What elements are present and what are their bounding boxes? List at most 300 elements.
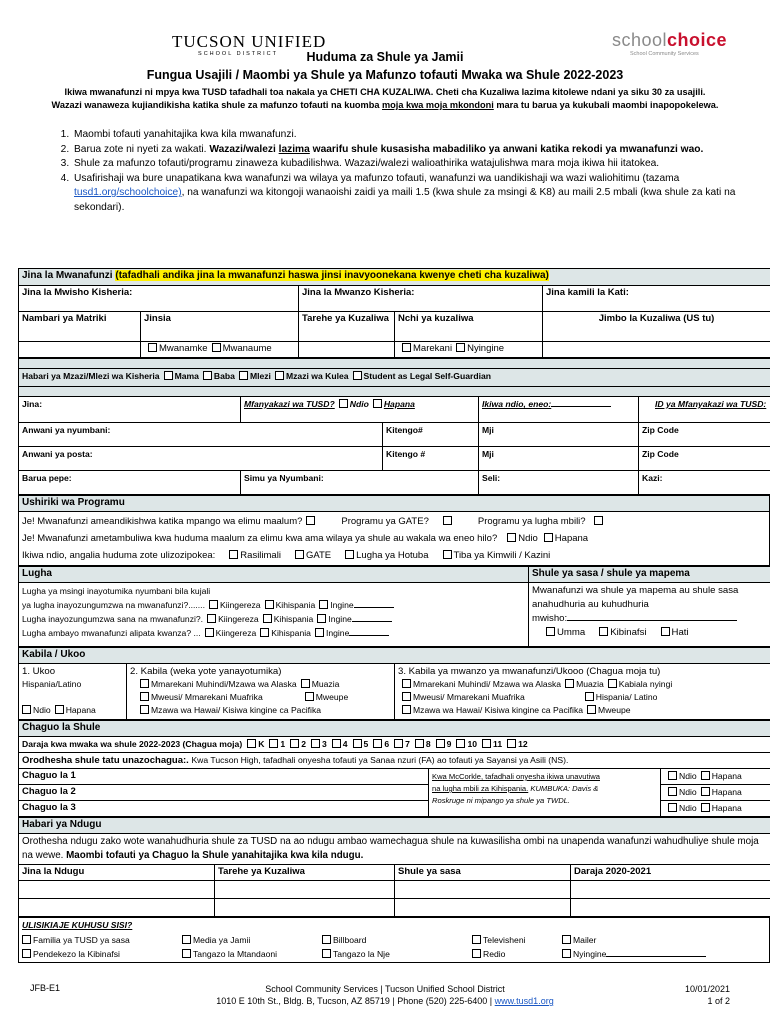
sibling-1-name[interactable] [19,881,215,899]
rules-list [46,128,746,215]
choice-2-yes: Ndio [679,787,697,797]
intro-text [40,86,730,112]
how-heard-checkbox[interactable] [562,935,571,944]
grade-checkbox-5[interactable] [332,739,341,748]
choice-2-options [661,785,770,801]
how-heard-item [182,947,322,961]
home-phone-field[interactable] [241,471,479,495]
how-heard-checkbox[interactable] [182,935,191,944]
preschool-info [529,583,770,647]
footer-site-link[interactable]: www.tusd1.org [494,996,554,1006]
relation-label-5: Student as Legal Self-Guardian [363,371,492,381]
choice-3-no-checkbox[interactable] [701,803,710,812]
how-heard-checkbox[interactable] [322,949,331,958]
primary-race-option-6: Mzawa wa Hawai/ Kisiwa kingine ca Pacifika [413,705,584,715]
email-label: Barua pepe: [22,473,72,483]
grade-checkbox-7[interactable] [373,739,382,748]
language-label-1: Kiingereza [218,614,259,624]
employee-location-label: Ikiwa ndio, eneo: [482,399,552,409]
how-heard-checkbox[interactable] [182,949,191,958]
how-heard-label: Tangazo la Nje [333,949,390,959]
home-unit-field[interactable] [383,423,479,447]
footer-line-2: 1010 E 10th St., Bldg. B, Tucson, AZ 85719 | Phone (520) 225-6400 | [216,996,493,1006]
grade-label-10: 9 [446,739,452,749]
dob-label: Tarehe ya Kuzaliwa [302,313,389,324]
footer-date: 10/01/2021 [684,984,730,994]
grade-checkbox-3[interactable] [290,739,299,748]
service-checkbox-1[interactable] [229,550,238,559]
primary-race-option-2: Muazia [576,679,604,689]
hispanic-yes: Ndio [33,705,51,715]
rank-note: Kwa Tucson High, tafadhali onyesha tofauti ya Sanaa nzuri (FA) ao tofauti ya Sayansi ya Asili (NS). [191,755,569,765]
preschool-b: anahudhuria au kuhudhuria [532,599,649,610]
sibling-2-school[interactable] [395,899,571,917]
form-code: JFB-E1 [30,983,61,993]
preschool-c: mwisho: [532,613,568,624]
sibling-1-grade[interactable] [571,881,770,899]
language-section [18,566,770,647]
race-checkbox-5[interactable] [140,705,149,714]
sibling-col-school: Shule ya sasa [395,865,571,881]
choice-3-no: Hapana [711,803,742,813]
relation-checkbox-3[interactable] [239,371,248,380]
choice-3-options [661,801,770,817]
mccorkle-note [429,769,661,817]
sibling-col-name: Jina la Ndugu [19,865,215,881]
mail-city-field[interactable] [479,447,639,471]
tusd-employee-no: Hapana [383,399,415,409]
language-questions [19,583,529,647]
language-title: Lugha [19,567,529,583]
primary-race-checkbox-5[interactable] [585,692,594,701]
how-heard-checkbox[interactable] [472,935,481,944]
relation-checkbox-5[interactable] [353,371,362,380]
rank-label: Orodhesha shule tatu unazochagua:. [22,755,189,766]
special-ed-checkbox[interactable] [306,516,315,525]
grade-checkbox-6[interactable] [353,739,362,748]
how-heard-checkbox[interactable] [22,949,31,958]
grade-checkbox-10[interactable] [436,739,445,748]
cell-phone-label: Seli: [482,473,501,483]
grade-checkbox-8[interactable] [394,739,403,748]
how-heard-item [322,933,472,947]
mccorkle-b: na lugha mbili za Kihispania. [432,784,529,793]
choice-1-no: Hapana [711,771,742,781]
student-title-note: (tafadhali andika jina la mwanafunzi haswa jinsi inavyoonekana kwenye cheti cha kuzaliwa) [115,270,549,281]
grade-label-5: 4 [342,739,348,749]
country-options [395,342,543,358]
rule-2-d: waarifu shule kusasisha mabadiliko ya anwani katika rekodi ya mwanafunzi wao. [312,143,704,155]
grade-label-11: 10 [467,739,478,749]
last-name-label: Jina la Mwisho Kisheria: [22,287,133,298]
email-field[interactable] [19,471,241,495]
how-heard-row-1 [22,933,766,947]
home-address-field[interactable] [19,423,383,447]
language-q1b: ya lugha inayozungumzwa na mwanafunzi?....... [22,600,205,610]
siblings-section [18,817,770,917]
tusd-logo-sub: SCHOOL DISTRICT [198,51,278,57]
tusd-employee-no-checkbox[interactable] [373,399,382,408]
language-checkbox-2[interactable] [260,628,269,637]
gender-checkbox-female[interactable] [148,343,157,352]
language-checkbox-3[interactable] [317,614,326,623]
language-checkbox-1[interactable] [205,628,214,637]
choice-2-no: Hapana [711,787,742,797]
race-checkbox-2[interactable] [301,679,310,688]
language-checkbox-2[interactable] [263,614,272,623]
grade-label-12: 11 [493,739,503,749]
sibling-2-name[interactable] [19,899,215,917]
how-heard-checkbox[interactable] [472,949,481,958]
page-title: Huduma za Shule ya Jamii [306,50,464,64]
employee-location-field[interactable] [479,397,639,423]
language-checkbox-2[interactable] [265,600,274,609]
tusd-employee-field [241,397,479,423]
language-other-input[interactable] [349,635,389,636]
student-section [18,268,770,358]
primary-race-checkbox-2[interactable] [565,679,574,688]
primary-race-option-4: Mweusi/ Mmarekani Muafrika [413,692,525,702]
hispanic-no-checkbox[interactable] [55,705,64,714]
program-q3: Ikiwa ndio, angalia huduma zote ulizozipokea: [22,550,216,561]
mail-address-field[interactable] [19,447,383,471]
language-q3: Lugha ambayo mwanafunzi alipata kwanza? ... [22,628,201,638]
grade-checkbox-13[interactable] [507,739,516,748]
grade-label-13: 12 [518,739,528,749]
service-label-2: GATE [305,550,332,561]
hispanic-label: Hispania/Latino [22,679,82,689]
sibling-1-school[interactable] [395,881,571,899]
grade-label-9: 8 [425,739,431,749]
siblings-desc-b: wahudhuliye shule moja na wewe. [22,836,759,861]
mail-zip-label: Zip Code [642,449,679,459]
how-heard-checkbox[interactable] [22,935,31,944]
page-subtitle: Fungua Usajili / Maombi ya Shule ya Mafunzo tofauti Mwaka wa Shule 2022-2023 [146,68,624,82]
how-heard-checkbox[interactable] [322,935,331,944]
grade-checkbox-2[interactable] [269,739,278,748]
tusd-logo-main: TUCSON UNIFIED [172,32,327,51]
language-checkbox-3[interactable] [319,600,328,609]
primary-race-option-7: Mweupe [598,705,631,715]
services-options [215,550,550,561]
school-choice-title: Chaguo la Shule [19,721,770,737]
primary-race-option-3: Kabiala nyingi [618,679,673,689]
program-questions [19,512,770,566]
country-usa-checkbox[interactable] [402,343,411,352]
state-label: Jimbo la Kuzaliwa (US tu) [598,313,715,324]
parent-name-field[interactable] [19,397,241,423]
gender-option-2: Mwanaume [222,343,272,354]
how-heard-label: Billboard [333,935,367,945]
parent-spacer-2 [19,387,770,397]
home-address-label: Anwani ya nyumbani: [22,425,111,435]
sibling-1-dob[interactable] [215,881,395,899]
relation-checkbox-4[interactable] [275,371,284,380]
how-heard-item [562,947,762,961]
how-heard-section [18,917,770,963]
preschool-type-label-2: Kibinafsi [610,627,647,638]
relation-label-3: Mlezi [249,371,271,381]
mail-unit-field[interactable] [383,447,479,471]
grade-checkbox-11[interactable] [456,739,465,748]
language-q3-options [201,628,390,638]
program-title: Ushiriki wa Programu [19,496,770,512]
how-heard-other-input[interactable] [606,956,706,957]
current-school-title: Shule ya sasa / shule ya mapema [529,567,770,583]
how-heard-item [322,947,472,961]
sibling-2-dob[interactable] [215,899,395,917]
state-cell-2 [543,342,770,358]
grade-label-7: 6 [384,739,390,749]
language-q2: Lugha inayozungumzwa sana na mwanafunzi?. [22,614,204,624]
matric-field[interactable] [19,312,141,342]
parent-rel-row [19,369,770,387]
program-q1: Je! Mwanafunzi ameandikishwa katika mpango wa elimu maalum? [22,516,303,527]
preschool-type-checkbox-2[interactable] [599,627,608,636]
how-heard-options [19,932,770,963]
choice-2-field[interactable] [19,785,429,801]
schoolchoice-link[interactable]: tusd1.org/schoolchoice) [74,187,182,198]
language-label-2: Kihispania [273,614,314,624]
how-heard-label: Redio [483,949,506,959]
choice-3-field[interactable] [19,801,429,817]
primary-race-checkbox-4[interactable] [402,692,411,701]
race-option-5: Mzawa wa Hawai/ Kisiwa kingine ca Pacifika [151,705,322,715]
footer-line-1: School Community Services | Tucson Unified School District [265,984,505,994]
intro-underline: moja kwa moja mkondoni [382,100,494,110]
choice-1-field[interactable] [19,769,429,785]
state-field[interactable] [543,312,770,342]
page-footer [0,981,770,1021]
how-heard-item [22,947,182,961]
preschool-name-input[interactable] [567,620,737,621]
siblings-desc-a: Orothesha ndugu zako wote wanahudhuria shule za TUSD na ao ndugu ambao wamechagua shule na kuwasilisha ombi na unapenda wanafunzi [22,836,652,847]
gender-checkbox-male[interactable] [212,343,221,352]
home-phone-label: Simu ya Nyumbani: [244,473,324,483]
country-usa-label: Marekani [413,343,453,354]
primary-race-option-5: Hispania/ Latino [595,692,658,702]
program-dual-label: Programu ya lugha mbili? [477,516,586,527]
ethnicity-section [18,647,770,720]
language-label-3: Ingine [325,628,350,638]
first-name-field[interactable] [299,286,543,312]
sc-logo-sub: School Community Services [630,51,699,57]
language-other-input[interactable] [352,621,392,622]
language-checkbox-1[interactable] [209,600,218,609]
how-heard-item [472,947,562,961]
work-phone-field[interactable] [639,471,770,495]
choice-1-no-checkbox[interactable] [701,771,710,780]
home-zip-label: Zip Code [642,425,679,435]
student-header [19,269,770,286]
hispanic-no: Hapana [65,705,96,715]
ethnicity-col-2 [127,664,395,720]
preschool-type-checkbox-1[interactable] [546,627,555,636]
grade-checkbox-4[interactable] [311,739,320,748]
middle-name-label: Jina kamili la Kati: [546,287,629,298]
choice-3-label: Chaguo la 3 [22,802,76,813]
how-heard-item [472,933,562,947]
primary-race-checkbox-3[interactable] [608,679,617,688]
grade-label-3: 2 [301,739,306,749]
choice-3-yes: Ndio [679,803,697,813]
language-checkbox-3[interactable] [315,628,324,637]
employee-id-label: ID ya Mfanyakazi wa TUSD: [655,399,767,409]
language-q1: Lugha ya msingi inayotumika nyumbani bila kujali [22,586,211,596]
choice-1-yes-checkbox[interactable] [668,771,677,780]
mail-zip-field[interactable] [639,447,770,471]
hispanic-yes-checkbox[interactable] [22,705,31,714]
home-city-label: Mji [482,425,494,435]
race-checkbox-3[interactable] [140,692,149,701]
grade-checkbox-1[interactable] [247,739,256,748]
employee-id-field[interactable] [639,397,770,423]
primary-race-option-1: Mmarekani Muhindi/ Mzawa wa Alaska [413,679,562,689]
how-heard-label: Mailer [573,935,597,945]
rule-2-b: Wazazi/walezi [209,143,276,155]
program-q2: Je! Mwanafunzi ametambuliwa kwa huduma maalum za elimu kwa ama wilaya ya shule au wakala wa eneo hilo? [22,533,498,544]
rule-2 [72,143,746,158]
race-option-3: Mweusi/ Mmarekani Muafrika [151,692,263,702]
tusd-employee-yes: Ndio [349,399,369,409]
application-form [18,268,770,963]
country-other-checkbox[interactable] [456,343,465,352]
gender-field [141,312,299,342]
intro-line-3: mara tu barua ya kukubali maombi inapopokelewa. [496,100,719,110]
choice-1-yes: Ndio [679,771,697,781]
parent-rel-options [160,371,491,381]
country-field [395,312,543,342]
home-zip-field[interactable] [639,423,770,447]
race-option-4: Mweupe [315,692,349,702]
grade-label-1: K [258,739,265,749]
service-label-4: Tiba ya Kimwili / Kazini [453,550,551,561]
choice-2-no-checkbox[interactable] [701,787,710,796]
sibling-col-grade: Daraja 2020-2021 [571,865,770,881]
service-label-1: Rasilimali [240,550,281,561]
identified-no-checkbox[interactable] [544,533,553,542]
parent-name-label: Jina: [22,399,43,409]
intro-line-2: Wazazi wanaweza kujiandikisha katika shule za mafunzo tofauti na kuomba [51,100,380,110]
service-checkbox-4[interactable] [443,550,452,559]
preschool-type-checkbox-3[interactable] [661,627,670,636]
mail-unit-label: Kitengo # [386,449,426,459]
primary-race-checkbox-7[interactable] [587,705,596,714]
sibling-2-grade[interactable] [571,899,770,917]
ethnicity-title: Kabila / Ukoo [19,648,770,664]
grade-checkbox-9[interactable] [415,739,424,748]
home-city-field[interactable] [479,423,639,447]
grade-label-8: 7 [405,739,410,749]
tusd-employee-yes-checkbox[interactable] [339,399,348,408]
preschool-type-label-3: Hati [671,627,689,638]
language-label-3: Ingine [328,614,352,624]
race-checkbox-1[interactable] [140,679,149,688]
rule-2-a: Barua zote ni nyeti za wakati. [74,143,207,155]
rank-row [19,753,770,769]
how-heard-row-2 [22,947,766,961]
language-label-3: Ingine [330,600,354,610]
siblings-desc [19,834,770,865]
gate-checkbox[interactable] [443,516,452,525]
gender-options [141,342,299,358]
how-heard-item [562,933,762,947]
grade-label-6: 5 [363,739,369,749]
country-label: Nchi ya kuzaliwa [398,313,474,324]
choice-2-yes-checkbox[interactable] [668,787,677,796]
how-heard-item [182,933,322,947]
ethnicity-col-1 [19,664,127,720]
how-heard-label: Media ya Jamii [193,935,251,945]
grade-options [242,739,527,749]
service-checkbox-3[interactable] [345,550,354,559]
ethnicity-c1-title: 1. Ukoo [22,666,56,677]
dob-field[interactable] [299,312,395,342]
how-heard-title: ULISIKIAJE KUHUSU SISI? [19,918,770,933]
student-title: Jina la Mwanafunzi [22,270,113,281]
choice-1-options [661,769,770,785]
service-checkbox-2[interactable] [295,550,304,559]
relation-checkbox-2[interactable] [203,371,212,380]
mail-address-label: Anwani ya posta: [22,449,93,459]
race-checkbox-4[interactable] [305,692,314,701]
work-phone-label: Kazi: [642,473,663,483]
program-gate-label: Programu ya GATE? [341,516,429,527]
gender-option-1: Mwanamke [159,343,208,354]
identified-yes: Ndio [518,533,538,544]
relation-label-1: Mama [174,371,199,381]
sc-logo-school: school [612,30,668,50]
primary-race-checkbox-1[interactable] [402,679,411,688]
language-checkbox-1[interactable] [207,614,216,623]
grade-label: Daraja kwa mwaka wa shule 2022-2023 (Chagua moja) [22,739,243,749]
dob-cell-2 [299,342,395,358]
rule-4 [72,172,746,216]
last-name-field[interactable] [19,286,299,312]
how-heard-label: Tangazo la Mtandaoni [193,949,278,959]
rule-1: 1. Maombi tofauti yanahitajika kwa kila mwanafunzi. [72,128,746,143]
how-heard-item [22,933,182,947]
how-heard-label: Familia ya TUSD ya sasa [33,935,130,945]
service-label-3: Lugha ya Hotuba [356,550,429,561]
preschool-a: Mwanafunzi wa shule ya mapema au shule sasa [532,585,739,596]
dual-language-checkbox[interactable] [594,516,603,525]
cell-phone-field[interactable] [479,471,639,495]
middle-name-field[interactable] [543,286,770,312]
grade-checkbox-12[interactable] [482,739,491,748]
identified-yes-checkbox[interactable] [507,533,516,542]
primary-race-checkbox-6[interactable] [402,705,411,714]
siblings-desc-bold: Maombi tofauti ya Chaguo la Shule yanahitajika kwa kila ndugu. [66,850,364,861]
ethnicity-c3-title: 3. Kabila ya mwanzo ya mwanafunzi/Ukooo (Chagua moja tu) [398,666,661,677]
choice-3-yes-checkbox[interactable] [668,803,677,812]
identified-no: Hapana [554,533,589,544]
home-unit-label: Kitengo# [386,425,423,435]
ethnicity-col-3 [395,664,770,720]
how-heard-label: Pendekezo la Kibinafsi [33,949,120,959]
matric-cell-2 [19,342,141,358]
parent-rel-label: Habari ya Mzazi/Mlezi wa Kisheria [22,371,160,381]
relation-checkbox-1[interactable] [164,371,173,380]
mccorkle-a: Kwa McCorkle, tafadhali onyesha ikiwa unavutiwa [432,772,600,781]
preschool-options [532,626,767,640]
language-label-2: Kihispania [275,600,316,610]
choice-1-label: Chaguo la 1 [22,770,76,781]
how-heard-checkbox[interactable] [562,949,571,958]
program-section [18,495,770,566]
footer-page: 1 of 2 [707,996,730,1006]
language-other-input[interactable] [354,607,394,608]
